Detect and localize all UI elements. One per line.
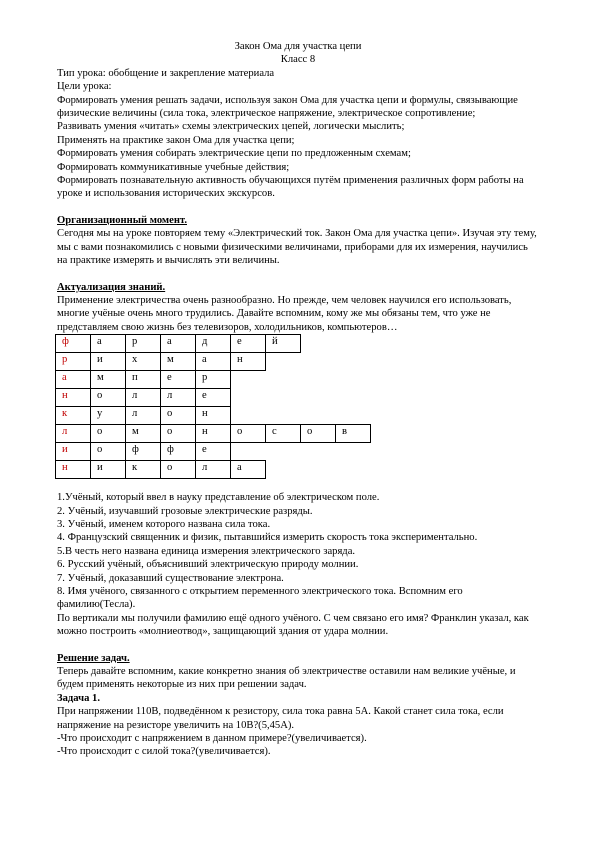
crossword-row [56, 461, 371, 479]
goal-item: Формировать познавательную активность обучающихся путём применения различных форм работы на уроке и использования исторических экскурсов. [57, 175, 524, 200]
crossword-cell: а [231, 461, 266, 479]
crossword-empty [336, 407, 371, 425]
crossword-cell: ф [161, 443, 196, 461]
tasks-heading: Решение задач. [57, 652, 130, 664]
crossword-cell: л [126, 407, 161, 425]
crossword-cell: л [196, 461, 231, 479]
org-heading: Организационный момент. [57, 214, 187, 226]
crossword-cell: о [161, 461, 196, 479]
crossword-empty [266, 407, 301, 425]
goal-item: Формировать умения решать задачи, используя закон Ома для участка цепи и формулы, связывающие физические величины (сила тока, электрическое напряжение, электрическое сопротивление; [57, 94, 518, 120]
crossword-cell: к [126, 461, 161, 479]
goal-item: Формировать коммуникативные учебные действия; [57, 161, 290, 173]
crossword-cell: м [126, 425, 161, 443]
goal-item: Формировать умения собирать электрические цепи по предложенным схемам; [57, 148, 411, 160]
crossword-cell: о [91, 443, 126, 461]
crossword-empty [231, 389, 266, 407]
crossword-cell: а [91, 335, 126, 353]
crossword-cell: р [126, 335, 161, 353]
crossword-cell: о [161, 425, 196, 443]
question-item: 2. Учёный, изучавший грозовые электрические разряды. [57, 505, 313, 517]
crossword-key-cell: н [56, 461, 91, 479]
goals-heading: Цели урока: [57, 81, 112, 93]
tasks-intro: Теперь давайте вспомним, какие конкретно знания об электричестве оставили нам великие учёные, и будем применять некоторые из них при решении задач. [57, 666, 516, 691]
crossword-cell: л [161, 389, 196, 407]
crossword-empty [301, 371, 336, 389]
crossword-row [56, 443, 371, 461]
question-item: 6. Русский учёный, объяснивший электрическую природу молнии. [57, 559, 359, 571]
crossword-empty [266, 353, 301, 371]
crossword-cell: й [266, 335, 301, 353]
crossword-cell: о [91, 389, 126, 407]
crossword-empty [301, 443, 336, 461]
actual-text: Применение электричества очень разнообразно. Но прежде, чем человек научился его использовать, многие учёные очень много трудились. Давайте вспомним, кому же мы обязаны тем, что уже не представляем свою жизнь без телевизоров, холодильников, компьютеров… [57, 294, 512, 333]
task1-text: При напряжении 110В, подведённом к резистору, сила тока равна 5А. Какой станет сила тока, если напряжение на резисторе увеличить на 10В?(5,45А). [57, 706, 504, 731]
crossword-empty [301, 389, 336, 407]
question-item: 3. Учёный, именем которого названа сила тока. [57, 518, 271, 530]
crossword-cell: с [266, 425, 301, 443]
crossword-key-cell: и [56, 443, 91, 461]
crossword-cell: а [161, 335, 196, 353]
crossword-key-cell: а [56, 371, 91, 389]
crossword-cell: о [301, 425, 336, 443]
crossword-grid [55, 334, 371, 479]
crossword-empty [301, 335, 336, 353]
crossword-cell: о [231, 425, 266, 443]
crossword-empty [301, 407, 336, 425]
crossword-key-cell: л [56, 425, 91, 443]
crossword-cell: а [196, 353, 231, 371]
actual-heading: Актуализация знаний. [57, 281, 166, 293]
crossword-key-cell: р [56, 353, 91, 371]
question-item: 8. Имя учёного, связанного с открытием переменного электрического тока. Вспомним его фамилию(Тесла). [57, 585, 463, 611]
crossword-cell: л [126, 389, 161, 407]
crossword-cell: е [161, 371, 196, 389]
crossword-empty [266, 371, 301, 389]
crossword-cell: о [161, 407, 196, 425]
question-item: 4. Французский священник и физик, пытавшийся измерить скорость тока экспериментально. [57, 532, 478, 544]
crossword-empty [231, 407, 266, 425]
crossword-cell: е [196, 443, 231, 461]
crossword-cell: и [91, 461, 126, 479]
crossword-row [56, 335, 371, 353]
question-item: 1.Учёный, который ввел в науку представление об электрическом поле. [57, 492, 380, 504]
org-text: Сегодня мы на уроке повторяем тему «Электрический ток. Закон Ома для участка цепи». Изучая эту тему, мы с вами познакомились с новыми физическими величинами, приборами для их измерения, научились на практике измерять и вычислять эти величины. [57, 228, 537, 267]
crossword-empty [266, 389, 301, 407]
crossword-cell: е [196, 389, 231, 407]
crossword-empty [336, 443, 371, 461]
crossword-row [56, 407, 371, 425]
crossword-row [56, 371, 371, 389]
crossword-cell: п [126, 371, 161, 389]
crossword-empty [336, 461, 371, 479]
task1-question: -Что происходит с напряжением в данном примере?(увеличивается). [57, 733, 367, 745]
crossword-cell: х [126, 353, 161, 371]
document-title: Закон Ома для участка цепи [234, 41, 362, 52]
crossword-cell: м [91, 371, 126, 389]
crossword-empty [231, 371, 266, 389]
crossword-cell: н [196, 407, 231, 425]
crossword-row [56, 425, 371, 443]
crossword-key-cell: ф [56, 335, 91, 353]
crossword-cell: м [161, 353, 196, 371]
crossword-cell: д [196, 335, 231, 353]
question-item: 7. Учёный, доказавший существование электрона. [57, 572, 284, 584]
crossword-key-cell: к [56, 407, 91, 425]
crossword-cell: н [196, 425, 231, 443]
crossword-cell: и [91, 353, 126, 371]
document-page [57, 40, 539, 759]
crossword-empty [231, 443, 266, 461]
crossword-empty [301, 353, 336, 371]
lesson-type: Тип урока: обобщение и закрепление материала [57, 67, 275, 79]
crossword-empty [301, 461, 336, 479]
crossword-empty [266, 461, 301, 479]
grade-label: Класс 8 [280, 54, 316, 66]
crossword-row [56, 389, 371, 407]
task1-question: -Что происходит с силой тока?(увеличивается). [57, 746, 271, 758]
crossword-empty [336, 371, 371, 389]
goal-item: Применять на практике закон Ома для участка цепи; [57, 134, 295, 146]
crossword-empty [336, 389, 371, 407]
crossword-row [56, 353, 371, 371]
crossword-cell: н [231, 353, 266, 371]
task1-title: Задача 1. [57, 692, 100, 704]
crossword-cell: е [231, 335, 266, 353]
crossword-cell: в [336, 425, 371, 443]
crossword-empty [336, 335, 371, 353]
crossword-cell: о [91, 425, 126, 443]
goal-item: Развивать умения «читать» схемы электрических цепей, логически мыслить; [57, 121, 405, 133]
crossword-key-cell: н [56, 389, 91, 407]
question-item: 5.В честь него названа единица измерения электрического заряда. [57, 545, 356, 557]
crossword-cell: ф [126, 443, 161, 461]
crossword-empty [266, 443, 301, 461]
crossword-empty [336, 353, 371, 371]
crossword-cell: у [91, 407, 126, 425]
crossword-cell: р [196, 371, 231, 389]
vertical-answer-note: По вертикали мы получили фамилию ещё одного учёного. С чем связано его имя? Франклин указал, как можно построить «молниеотвод», защищающий здания от удара молнии. [57, 612, 529, 638]
